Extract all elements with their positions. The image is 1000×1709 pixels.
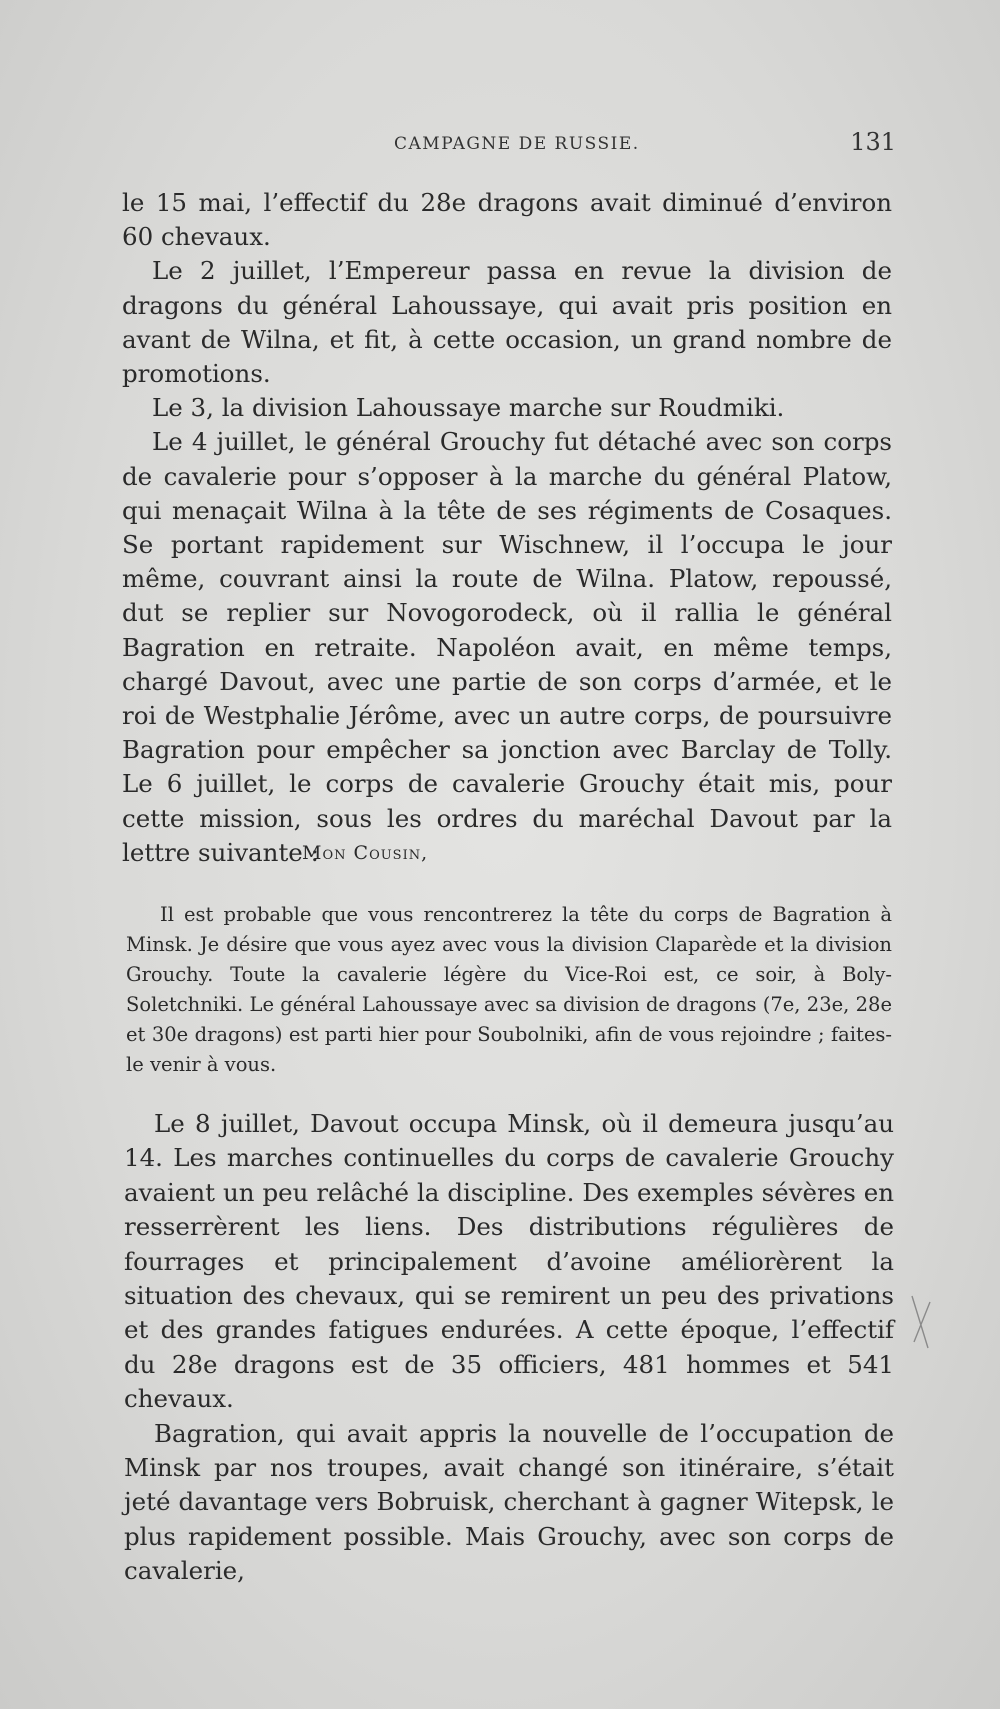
- paragraph: Le 8 juillet, Davout occupa Minsk, où il demeura jusqu’au 14. Les marches continuelles du corps de cavalerie Grouchy avaient un peu relâché la discipline. Des exemples sévères en resserrèrent les liens. Des distributions régulières de fourrages et principalement d’avoine améliorèrent la situation des chevaux, qui se remirent un peu des privations et des grandes fatigues endurées. A cette époque, l’effectif du 28e dragons est de 35 officiers, 481 hommes et 541 chevaux.: [124, 1109, 894, 1414]
- letter-paragraph: Il est probable que vous rencontrerez la tête du corps de Bagration à Minsk. Je désire que vous ayez avec vous la division Claparède et la division Grouchy. Toute la cavalerie légère du Vice-Roi est, ce soir, à Boly-Soletchniki. Le général Lahoussaye avec sa division de dragons (7e, 23e, 28e et 30e dragons) est parti hier pour Soubolniki, afin de vous rejoindre ; faites-le venir à vous.: [126, 903, 892, 1076]
- paragraph: Le 2 juillet, l’Empereur passa en revue la division de dragons du général Lahoussaye, qui avait pris position en avant de Wilna, et fit, à cette occasion, un grand nombre de promotions.: [122, 256, 892, 389]
- page-header: [124, 128, 896, 162]
- pencil-mark-icon: [908, 1292, 934, 1352]
- page-number: 131: [850, 128, 896, 156]
- paragraph: Bagration, qui avait appris la nouvelle de l’occupation de Minsk par nos troupes, avait changé son itinéraire, s’était jeté davantage vers Bobruisk, cherchant à gagner Witepsk, le plus rapidement possible. Mais Grouchy, avec son corps de cavalerie,: [124, 1418, 894, 1586]
- paragraph: Le 3, la division Lahoussaye marche sur Roudmiki.: [152, 393, 785, 423]
- body-text-continued: [124, 1107, 894, 1589]
- paragraph: Le 4 juillet, le général Grouchy fut détaché avec son corps de cavalerie pour s’opposer à la marche du général Platow, qui menaçait Wilna à la tête de ses régiments de Cosaques. Se portant rapidement sur Wischnew, il l’occupa le jour même, couvrant ainsi la route de Wilna. Platow, repoussé, dut se replier sur Novogorodeck, où il rallia le général Bagration en retraite. Napoléon avait, en même temps, chargé Davout, avec une partie de son corps d’armée, et le roi de Westphalie Jérôme, avec un autre corps, de poursuivre Bagration pour empêcher sa jonction avec Barclay de Tolly. Le 6 juillet, le corps de cavalerie Grouchy était mis, pour cette mission, sous les ordres du maréchal Davout par la lettre suivante :: [122, 427, 892, 867]
- letter-text: [126, 900, 892, 1080]
- running-title: CAMPAGNE DE RUSSIE.: [394, 134, 640, 154]
- body-text: [122, 186, 892, 870]
- letter-salutation: Mon Cousin,: [302, 842, 429, 864]
- paragraph: le 15 mai, l’effectif du 28e dragons avait diminué d’environ 60 chevaux.: [122, 188, 892, 252]
